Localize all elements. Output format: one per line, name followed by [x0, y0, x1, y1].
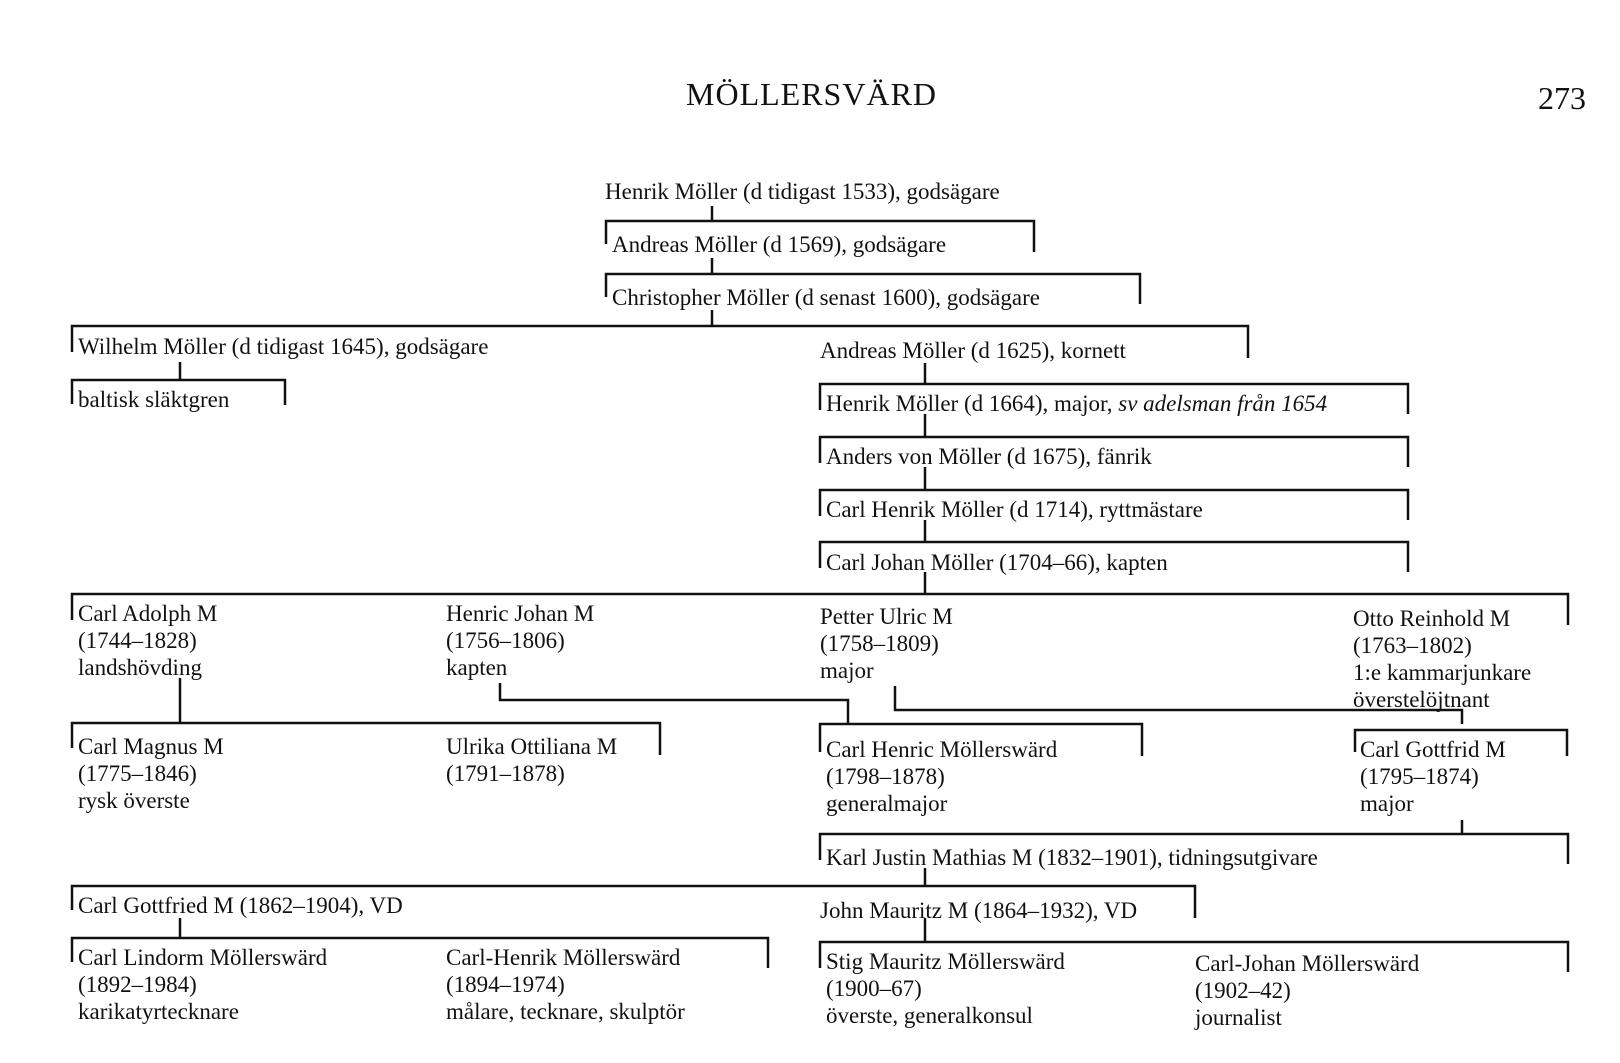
person-carl-johan-mollerswaerd [1195, 950, 1419, 1031]
nobility-note: sv adelsman från 1654 [1118, 391, 1328, 416]
years: (1763–1802) [1353, 633, 1472, 658]
years: (1798–1878) [826, 764, 945, 789]
name: Carl-Johan Möllerswärd [1195, 951, 1420, 976]
person-carl-magnus [78, 733, 224, 814]
person-karl-justin-mathias: Karl Justin Mathias M (1832–1901), tidningsutgivare [826, 845, 1318, 870]
person-carl-gottfrid [1360, 736, 1506, 817]
branch-baltisk: baltisk släktgren [78, 387, 230, 412]
person-stig-mauritz [826, 948, 1065, 1029]
person-carl-henrik-mollerswaerd [446, 944, 685, 1025]
years: (1894–1974) [446, 972, 565, 997]
name: Carl Lindorm Möllerswärd [78, 945, 328, 970]
title: generalmajor [826, 791, 948, 816]
years: (1756–1806) [446, 628, 565, 653]
person-anders-von-moller: Anders von Möller (d 1675), fänrik [826, 444, 1152, 469]
title: överste, generalkonsul [826, 1003, 1033, 1028]
name: Stig Mauritz Möllerswärd [826, 949, 1065, 974]
person-carl-henric-mollerswaerd [826, 736, 1057, 817]
page-number: 273 [1538, 80, 1586, 116]
title: journalist [1195, 1005, 1282, 1030]
person-petter-ulric [820, 603, 953, 684]
person-text: Henrik Möller (d 1664), major, [826, 391, 1113, 416]
years: (1892–1984) [78, 972, 197, 997]
name: Petter Ulric M [820, 604, 953, 629]
title: landshövding [78, 655, 202, 680]
person-carl-henrik-moller: Carl Henrik Möller (d 1714), ryttmästare [826, 497, 1203, 522]
person-wilhelm-moller: Wilhelm Möller (d tidigast 1645), godsägare [78, 334, 489, 359]
person-henrik-moller-1533: Henrik Möller (d tidigast 1533), godsägare [605, 179, 1000, 204]
person-andreas-moller-1569: Andreas Möller (d 1569), godsägare [612, 232, 947, 257]
name: Carl Magnus M [78, 734, 224, 759]
name: Carl-Henrik Möllerswärd [446, 945, 681, 970]
title: rysk överste [78, 788, 190, 813]
years: (1775–1846) [78, 761, 197, 786]
name: Carl Henric Möllerswärd [826, 737, 1058, 762]
title: kapten [446, 655, 508, 680]
page-title: MÖLLERSVÄRD [686, 76, 938, 112]
person-henrik-moller-1664 [826, 390, 1327, 417]
name: Carl Gottfrid M [1360, 737, 1506, 762]
title: major [820, 658, 874, 683]
person-carl-gottfried: Carl Gottfried M (1862–1904), VD [78, 893, 403, 918]
name: Ulrika Ottiliana M [446, 734, 618, 759]
title: målare, tecknare, skulptör [446, 999, 685, 1024]
years: (1795–1874) [1360, 764, 1479, 789]
person-christopher-moller: Christopher Möller (d senast 1600), godsägare [612, 285, 1040, 310]
name: Carl Adolph M [78, 601, 218, 626]
years: (1902–42) [1195, 978, 1291, 1003]
title: karikatyrtecknare [78, 999, 239, 1024]
years: (1900–67) [826, 976, 922, 1001]
name: Otto Reinhold M [1353, 606, 1511, 631]
name: Henric Johan M [446, 601, 595, 626]
title: 1:e kammarjunkare [1353, 660, 1532, 685]
person-otto-reinhold [1353, 605, 1531, 713]
person-andreas-moller-1625: Andreas Möller (d 1625), kornett [820, 338, 1126, 363]
person-ulrika-ottiliana [446, 733, 617, 787]
title: major [1360, 791, 1414, 816]
person-carl-adolph [78, 600, 217, 681]
years: (1791–1878) [446, 761, 565, 786]
person-henric-johan [446, 600, 594, 681]
person-carl-johan-moller: Carl Johan Möller (1704–66), kapten [826, 550, 1168, 575]
years: (1758–1809) [820, 631, 939, 656]
years: (1744–1828) [78, 628, 197, 653]
title-2: överstelöjtnant [1353, 687, 1490, 712]
person-carl-lindorm [78, 944, 327, 1025]
person-john-mauritz: John Mauritz M (1864–1932), VD [820, 898, 1138, 923]
connector [500, 683, 848, 724]
